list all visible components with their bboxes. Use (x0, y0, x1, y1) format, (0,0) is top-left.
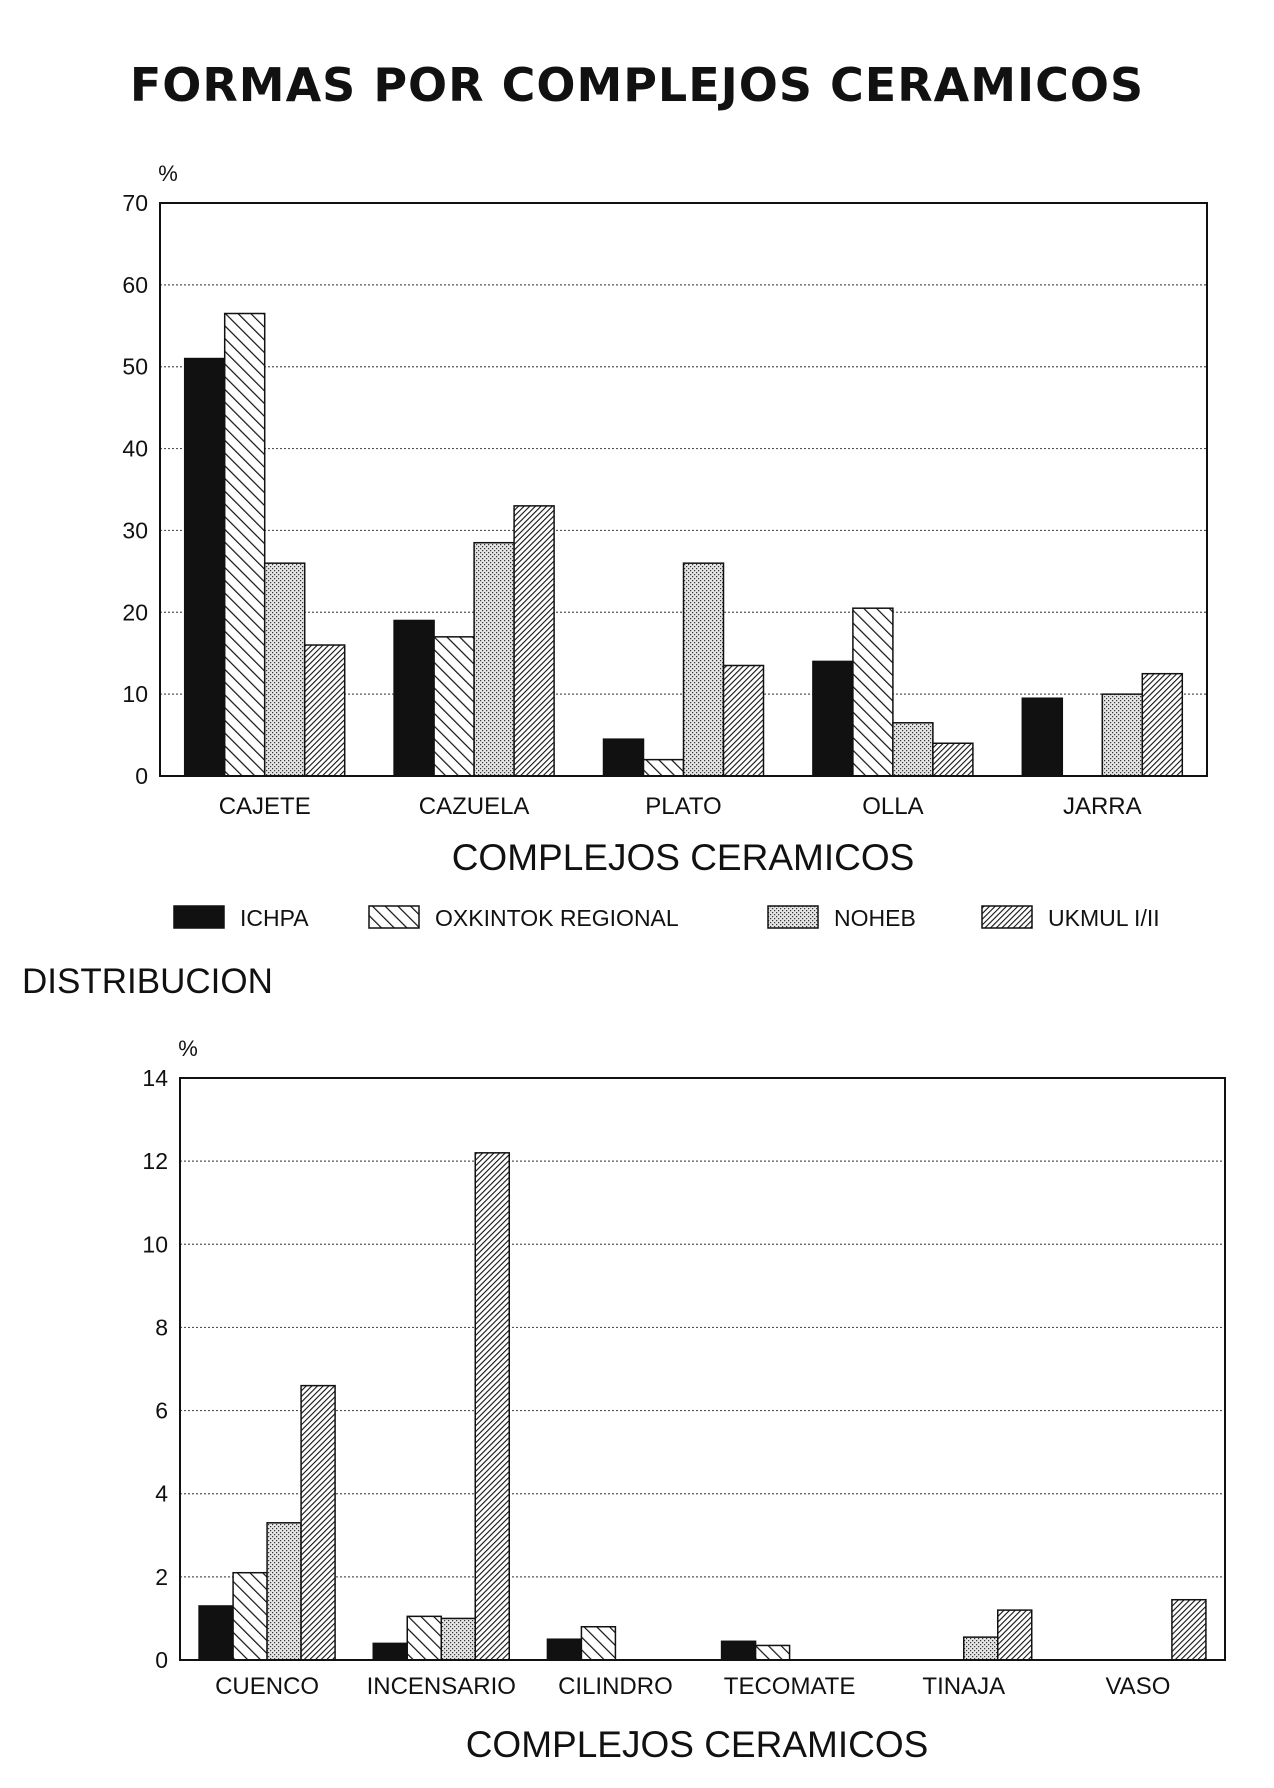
bar-olla-ukmul-i-ii (933, 743, 973, 776)
y-tick-label: 12 (142, 1148, 168, 1175)
x-tick-label-tecomate: TECOMATE (723, 1673, 856, 1700)
x-tick-label-jarra: JARRA (1062, 793, 1142, 820)
bar-cazuela-ukmul-i-ii (514, 506, 554, 776)
x-tick-label-incensario: INCENSARIO (366, 1673, 516, 1700)
x-tick-label-cazuela: CAZUELA (418, 793, 530, 820)
legend (174, 905, 1160, 931)
y-tick-label: 0 (155, 1647, 168, 1673)
bar-cuenco-oxkintok-regional (233, 1573, 267, 1660)
bar-vaso-ukmul-i-ii (1172, 1600, 1206, 1660)
x-tick-label-cajete: CAJETE (218, 793, 311, 820)
bar-tecomate-oxkintok-regional (756, 1645, 790, 1660)
bar-cuenco-noheb (267, 1523, 301, 1660)
y-axis-label: % (178, 1036, 198, 1061)
bar-cajete-oxkintok-regional (225, 314, 265, 776)
legend-label-ukmul-i-ii: UKMUL I/II (1048, 905, 1160, 931)
chart-formas (122, 161, 1207, 878)
y-tick-label: 0 (135, 763, 148, 789)
legend-swatch-oxkintok-regional (369, 906, 419, 928)
bar-incensario-ukmul-i-ii (475, 1153, 509, 1660)
x-tick-label-tinaja: TINAJA (922, 1673, 1006, 1700)
y-tick-label: 30 (122, 517, 148, 544)
bar-cajete-ichpa (185, 359, 225, 776)
bar-tinaja-ukmul-i-ii (998, 1610, 1032, 1660)
x-tick-label-cuenco: CUENCO (215, 1673, 320, 1700)
legend-swatch-ukmul-i-ii (982, 906, 1032, 928)
bar-olla-oxkintok-regional (853, 608, 893, 776)
y-tick-label: 4 (155, 1480, 168, 1507)
bar-cazuela-noheb (474, 543, 514, 776)
bar-plato-oxkintok-regional (644, 760, 684, 776)
bar-tecomate-ichpa (722, 1641, 756, 1660)
bar-cazuela-oxkintok-regional (434, 637, 474, 776)
x-axis-label: COMPLEJOS CERAMICOS (465, 1724, 929, 1765)
y-tick-label: 10 (122, 681, 148, 708)
legend-swatch-noheb (768, 906, 818, 928)
legend-label-ichpa: ICHPA (240, 905, 309, 931)
legend-label-oxkintok-regional: OXKINTOK REGIONAL (435, 905, 679, 931)
plot-frame (180, 1078, 1225, 1660)
legend-label-noheb: NOHEB (834, 905, 916, 931)
bar-jarra-ichpa (1022, 698, 1062, 776)
y-tick-label: 10 (142, 1231, 168, 1258)
bar-cajete-noheb (265, 563, 305, 776)
y-tick-label: 70 (122, 190, 148, 216)
bar-cilindro-oxkintok-regional (581, 1627, 615, 1660)
bar-plato-ukmul-i-ii (724, 665, 764, 776)
bar-incensario-ichpa (373, 1643, 407, 1660)
bar-plato-noheb (684, 563, 724, 776)
y-tick-label: 6 (155, 1397, 168, 1424)
section-label: DISTRIBUCION (22, 962, 273, 1001)
x-tick-label-cilindro: CILINDRO (558, 1673, 673, 1700)
x-tick-label-vaso: VASO (1105, 1673, 1171, 1700)
bar-jarra-ukmul-i-ii (1142, 674, 1182, 776)
bar-plato-ichpa (604, 739, 644, 776)
x-tick-label-plato: PLATO (645, 793, 722, 820)
x-axis-label: COMPLEJOS CERAMICOS (451, 837, 915, 878)
page-title: FORMAS POR COMPLEJOS CERAMICOS (129, 58, 1145, 112)
bar-olla-noheb (893, 723, 933, 776)
y-tick-label: 2 (155, 1563, 168, 1590)
y-tick-label: 50 (122, 353, 148, 380)
y-tick-label: 60 (122, 271, 148, 298)
bar-cuenco-ukmul-i-ii (301, 1386, 335, 1660)
y-tick-label: 20 (122, 599, 148, 626)
bar-tinaja-noheb (964, 1637, 998, 1660)
y-axis-label: % (158, 161, 178, 186)
bar-cajete-ukmul-i-ii (305, 645, 345, 776)
legend-swatch-ichpa (174, 906, 224, 928)
chart-distribucion (142, 1036, 1225, 1765)
bar-jarra-noheb (1102, 694, 1142, 776)
x-tick-label-olla: OLLA (862, 793, 924, 820)
bar-cilindro-ichpa (547, 1639, 581, 1660)
bar-incensario-oxkintok-regional (407, 1616, 441, 1660)
y-tick-label: 14 (142, 1065, 168, 1091)
bar-cazuela-ichpa (394, 620, 434, 776)
bar-incensario-noheb (441, 1618, 475, 1660)
bar-cuenco-ichpa (199, 1606, 233, 1660)
bar-olla-ichpa (813, 661, 853, 776)
y-tick-label: 8 (155, 1314, 168, 1341)
y-tick-label: 40 (122, 435, 148, 462)
